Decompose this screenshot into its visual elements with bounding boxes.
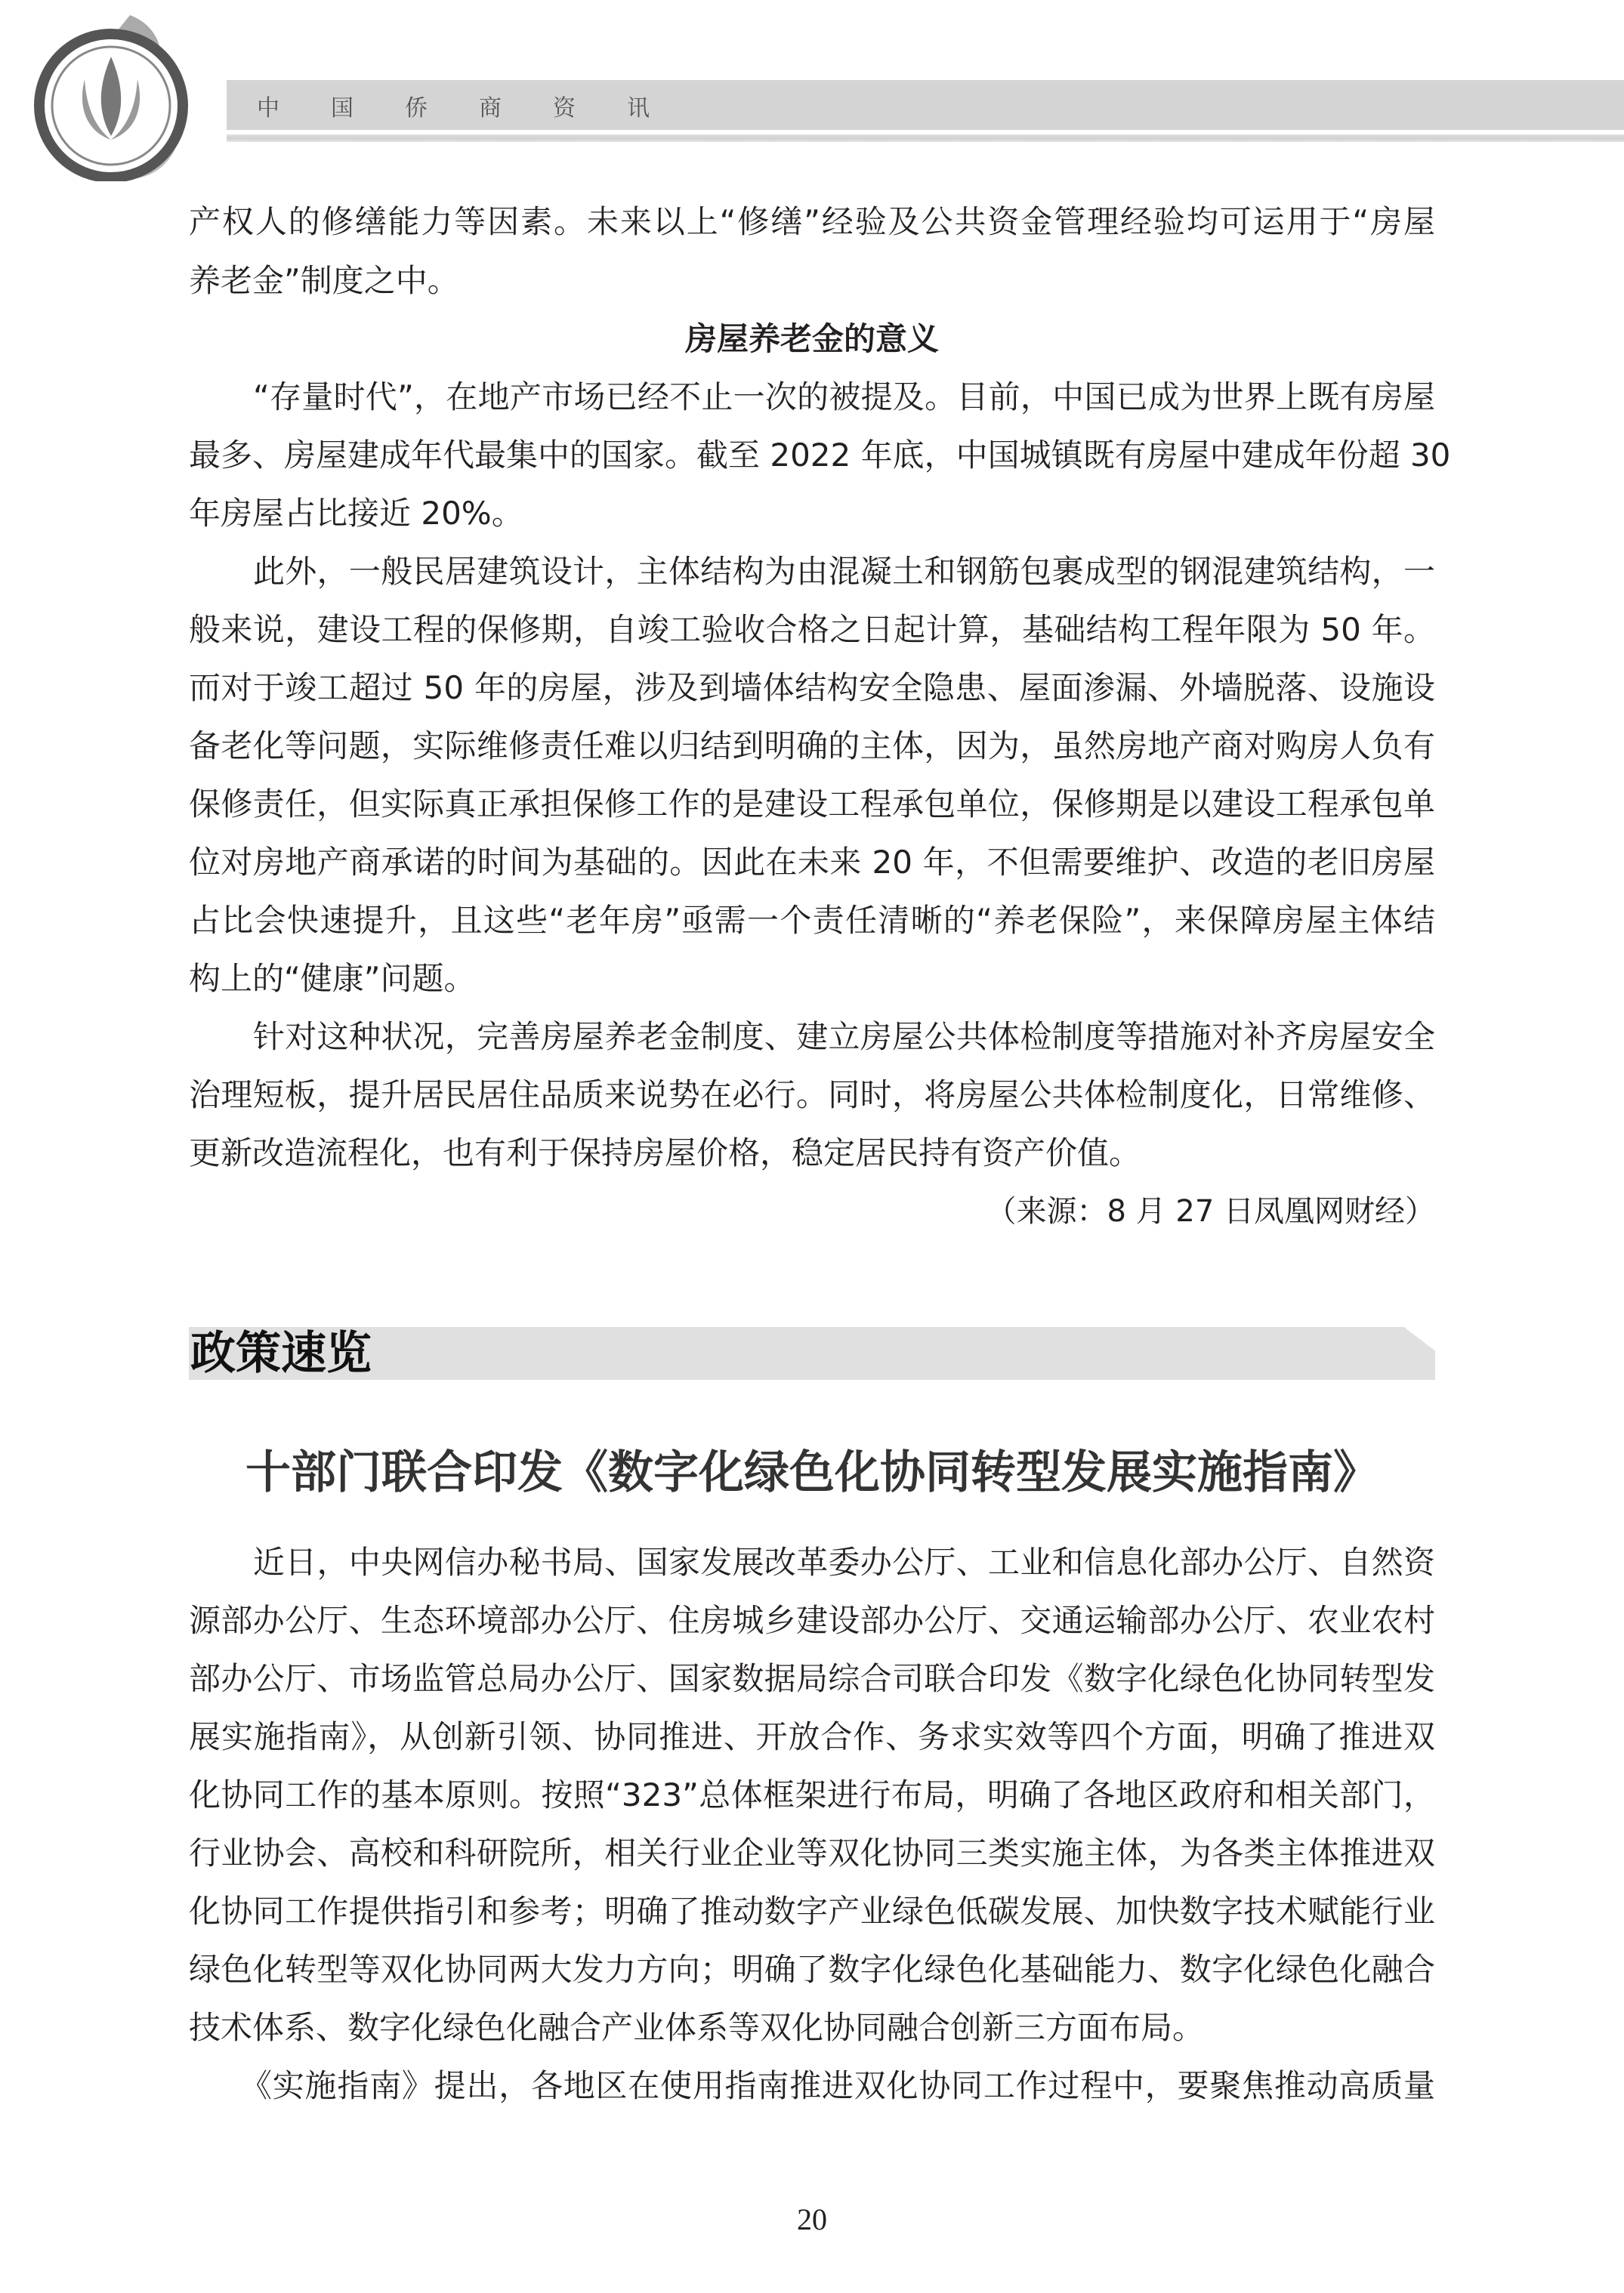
subheading: 房屋养老金的意义 [684,320,939,357]
text-line: 化协同工作提供指引和参考；明确了推动数字产业绿色低碳发展、加快数字技术赋能行业 [189,1893,1435,1930]
header-rule [227,134,1624,142]
text-line: 治理短板，提升居民居住品质来说势在必行。同时，将房屋公共体检制度化，日常维修、 [189,1076,1435,1113]
text-line: 此外，一般民居建筑设计，主体结构为由混凝土和钢筋包裹成型的钢混建筑结构，一 [253,553,1435,590]
text-line: 更新改造流程化，也有利于保持房屋价格，稳定居民持有资产价值。 [189,1134,1141,1171]
text-line: 年房屋占比接近 20%。 [189,495,523,532]
logo-icon [17,11,236,181]
text-line: 部办公厅、市场监管总局办公厅、国家数据局综合司联合印发《数字化绿色化协同转型发 [189,1660,1435,1697]
text-line: 近日，中央网信办秘书局、国家发展改革委办公厅、工业和信息化部办公厅、自然资 [253,1544,1435,1581]
section-band [189,1327,1435,1380]
text-line: 养老金”制度之中。 [189,262,459,299]
text-line: 备老化等问题，实际维修责任难以归结到明确的主体，因为，虽然房地产商对购房人负有 [189,727,1435,764]
text-line: 保修责任，但实际真正承担保修工作的是建设工程承包单位，保修期是以建设工程承包单 [189,785,1435,822]
text-line: “存量时代”，在地产市场已经不止一次的被提及。目前，中国已成为世界上既有房屋 [253,378,1435,415]
text-line: 占比会快速提升，且这些“老年房”亟需一个责任清晰的“养老保险”，来保障房屋主体结 [189,902,1435,939]
article-title: 十部门联合印发《数字化绿色化协同转型发展实施指南》 [245,1446,1379,1499]
text-line: 《实施指南》提出，各地区在使用指南推进双化协同工作过程中，要聚焦推动高质量 [240,2067,1435,2104]
text-line: 行业协会、高校和科研院所，相关行业企业等双化协同三类实施主体，为各类主体推进双 [189,1835,1435,1872]
text-line: 位对房地产商承诺的时间为基础的。因此在未来 20 年，不但需要维护、改造的老旧房屋 [189,844,1435,881]
text-line: 构上的“健康”问题。 [189,960,476,997]
text-line: 针对这种状况，完善房屋养老金制度、建立房屋公共体检制度等措施对补齐房屋安全 [253,1018,1435,1055]
header-title: 中国侨商资讯 [257,95,701,122]
text-line: 最多、房屋建成年代最集中的国家。截至 2022 年底，中国城镇既有房屋中建成年份超 30 [189,437,1451,474]
text-line: 般来说，建设工程的保修期，自竣工验收合格之日起计算，基础结构工程年限为 50 年。 [189,611,1435,648]
page-number: 20 [797,2202,827,2236]
source-note: （来源：8 月 27 日凤凰网财经） [986,1194,1435,1229]
text-line: 展实施指南》，从创新引领、协同推进、开放合作、务求实效等四个方面，明确了推进双 [189,1718,1435,1755]
text-line: 绿色化转型等双化协同两大发力方向；明确了数字化绿色化基础能力、数字化绿色化融合 [189,1951,1435,1988]
text-line: 源部办公厅、生态环境部办公厅、住房城乡建设部办公厅、交通运输部办公厅、农业农村 [189,1602,1435,1639]
text-line: 而对于竣工超过 50 年的房屋，涉及到墙体结构安全隐患、屋面渗漏、外墙脱落、设施设 [189,669,1435,706]
text-line: 化协同工作的基本原则。按照“323”总体框架进行布局，明确了各地区政府和相关部门， [189,1776,1435,1813]
text-line: 技术体系、数字化绿色化融合产业体系等双化协同融合创新三方面布局。 [189,2009,1205,2046]
section-title: 政策速览 [190,1327,372,1380]
text-line: 产权人的修缮能力等因素。未来以上“修缮”经验及公共资金管理经验均可运用于“房屋 [189,203,1435,240]
